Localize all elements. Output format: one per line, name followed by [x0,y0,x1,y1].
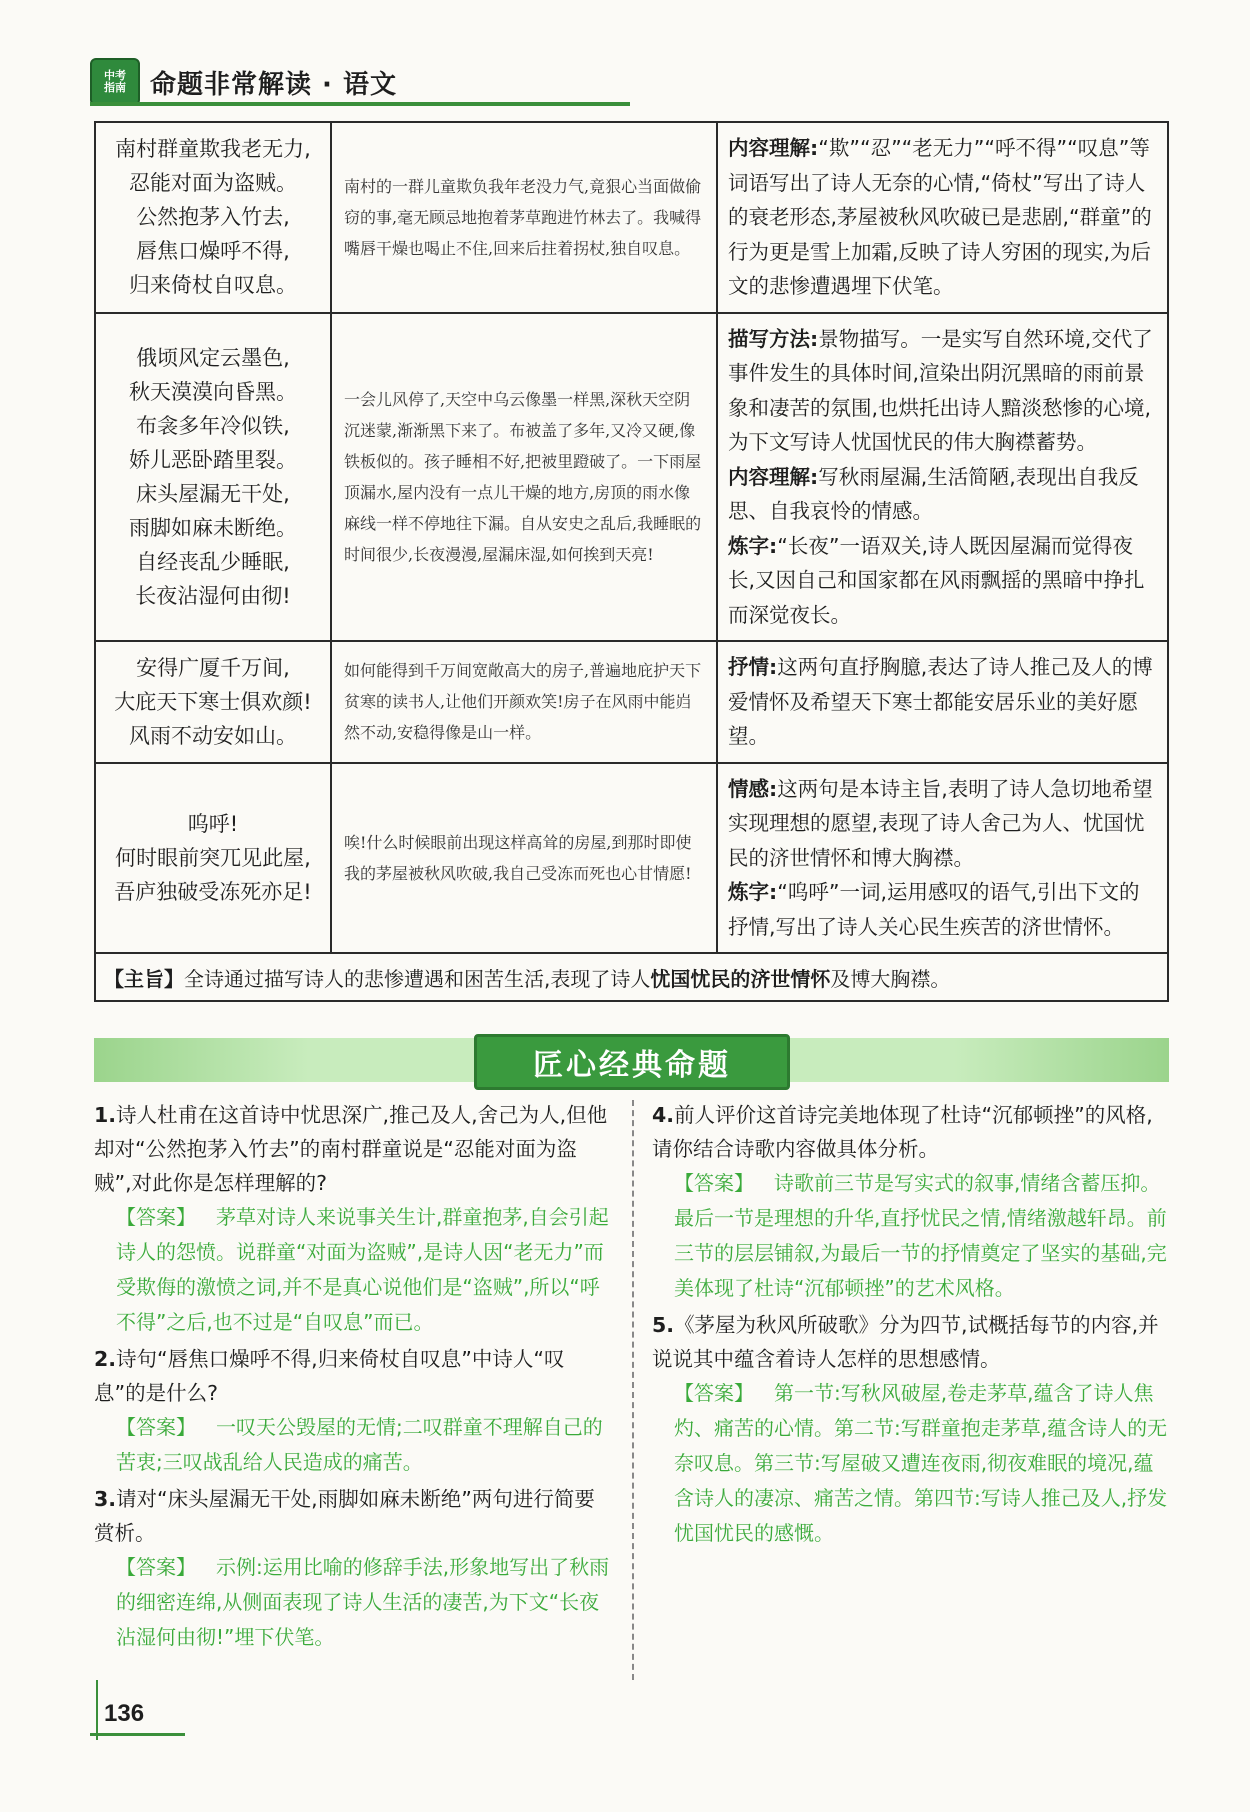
question-number: 3. [94,1487,117,1511]
theme-row [95,953,1168,1001]
poem-line: 俄顷风定云墨色, [136,345,290,370]
answer-text [116,1200,614,1340]
analysis-cell [717,313,1168,642]
question-body: 《茅屋为秋风所破歌》分为四节,试概括每节的内容,并说说其中蕴含着诗人怎样的思想感情。 [652,1313,1159,1371]
original-text-cell [95,313,331,642]
poem-line: 吾庐独破受冻死亦足! [114,879,312,904]
analysis-text: “长夜”一语双关,诗人既因屋漏而觉得夜长,又因自己和国家都在风雨飘摇的黑暗中挣扎而深觉夜长。 [728,533,1145,627]
question-text [652,1308,1172,1376]
poem-line: 长夜沾湿何由彻! [135,583,291,608]
analysis-entry [728,131,1157,304]
answer-tag: 【答案】 [116,1555,196,1579]
poem-line: 忍能对面为盗贼。 [129,171,297,196]
original-text-cell [95,641,331,763]
analysis-label: 抒情: [728,655,778,679]
translation-cell: 如何能得到千万间宽敞高大的房子,普遍地庇护天下贫寒的读书人,让他们开颜欢笑!房子在风雨中能岿然不动,安稳得像是山一样。 [331,641,717,763]
answer-body: 示例:运用比喻的修辞手法,形象地写出了秋雨的细密连绵,从侧面表现了诗人生活的凄苦,为下文“长夜沾湿何由彻!”埋下伏笔。 [116,1555,610,1649]
poem-line: 何时眼前突兀见此屋, [115,845,311,870]
theme-cell [95,953,1168,1001]
answer-text [674,1376,1172,1551]
theme-text-a: 全诗通过描写诗人的悲惨遭遇和困苦生活,表现了诗人 [184,966,651,991]
analysis-label: 炼字: [728,880,778,904]
question-text [94,1098,614,1200]
answer-body: 诗歌前三节是写实式的叙事,情绪含蓄压抑。最后一节是理想的升华,直抒忧民之情,情绪激越轩昂。前三节的层层铺叙,为最后一节的抒情奠定了坚实的基础,完美体现了杜诗“沉郁顿挫”的艺术风格。 [674,1171,1167,1300]
answer-text [116,1410,614,1480]
question-body: 诗句“唇焦口燥呼不得,归来倚杖自叹息”中诗人“叹息”的是什么? [94,1347,565,1405]
question-item [94,1098,614,1340]
analysis-text: “呜呼”一词,运用感叹的语气,引出下文的抒情,写出了诗人关心民生疾苦的济世情怀。 [728,880,1140,939]
poem-line: 娇儿恶卧踏里裂。 [129,447,297,472]
translation-cell: 南村的一群儿童欺负我年老没力气,竟狠心当面做偷窃的事,毫无顾忌地抱着茅草跑进竹林去了。我喊得嘴唇干燥也喝止不住,回来后拄着拐杖,独自叹息。 [331,122,717,313]
answer-body: 一叹天公毁屋的无情;二叹群童不理解自己的苦衷;三叹战乱给人民造成的痛苦。 [116,1415,603,1474]
book-logo [90,58,140,106]
translation-cell: 唉!什么时候眼前出现这样高耸的房屋,到那时即使我的茅屋被秋风吹破,我自己受冻而死也心甘情愿! [331,763,717,954]
poem-line: 雨脚如麻未断绝。 [129,515,297,540]
poem-line: 自经丧乱少睡眠, [136,549,290,574]
analysis-text: 景物描写。一是实写自然环境,交代了事件发生的具体时间,渲染出阴沉黑暗的雨前景象和凄苦的氛围,也烘托出诗人黯淡愁惨的心境,为下文写诗人忧国忧民的伟大胸襟蓄势。 [728,326,1153,454]
answer-tag: 【答案】 [674,1381,754,1405]
page-header [90,58,630,106]
analysis-label: 内容理解: [728,136,819,160]
analysis-text: 这两句直抒胸臆,表达了诗人推己及人的博爱情怀及希望天下寒士都能安居乐业的美好愿望。 [728,655,1153,748]
analysis-label: 描写方法: [728,326,819,351]
poem-line: 公然抱茅入竹去, [136,205,290,230]
poem-row [95,313,1168,642]
answer-body: 第一节:写秋风破屋,卷走茅草,蕴含了诗人焦灼、痛苦的心情。第二节:写群童抱走茅草,蕴含诗人的无奈叹息。第三节:写屋破又遭连夜雨,彻夜难眠的境况,蕴含诗人的凄凉、痛苦之情。第四节:写诗人推己及人,抒发忧国忧民的感慨。 [674,1381,1168,1545]
page-number: 136 [104,1700,145,1727]
question-number: 4. [652,1103,675,1127]
question-text [94,1482,614,1550]
question-body: 请对“床头屋漏无干处,雨脚如麻未断绝”两句进行简要赏析。 [94,1487,595,1545]
header-divider [90,102,630,106]
analysis-text: 写秋雨屋漏,生活简陋,表现出自我反思、自我哀怜的情感。 [728,464,1139,523]
banner-title-box [474,1034,790,1090]
question-body: 前人评价这首诗完美地体现了杜诗“沉郁顿挫”的风格,请你结合诗歌内容做具体分析。 [652,1103,1153,1161]
questions-right-column [652,1098,1172,1553]
poem-line: 床头屋漏无干处, [136,481,290,506]
analysis-entry [728,529,1157,633]
logo-text: 中考 指南 [104,69,126,94]
poem-line: 唇焦口燥呼不得, [136,239,290,264]
poem-row [95,122,1168,313]
analysis-entry [728,650,1157,754]
poem-line: 大庇天下寒士俱欢颜! [114,689,312,714]
answer-text [116,1550,614,1655]
poem-line: 布衾多年冷似铁, [136,413,290,438]
analysis-label: 内容理解: [728,464,819,489]
poem-line: 风雨不动安如山。 [129,723,297,748]
analysis-cell [717,641,1168,763]
question-number: 1. [94,1103,117,1127]
answer-tag: 【答案】 [674,1171,754,1195]
answer-tag: 【答案】 [116,1205,196,1229]
question-item [652,1098,1172,1306]
poem-line: 呜呼! [187,811,239,836]
question-number: 2. [94,1347,117,1371]
poem-line: 南村群童欺我老无力, [115,137,311,162]
original-text-cell [95,763,331,954]
analysis-entry [728,460,1157,529]
poem-line: 归来倚杖自叹息。 [129,273,297,298]
analysis-entry [728,322,1157,460]
column-divider [632,1100,634,1680]
questions-left-column [94,1098,614,1657]
poem-line: 秋天漠漠向昏黑。 [129,379,297,404]
theme-label: 【主旨】 [104,966,184,991]
analysis-text: “欺”“忍”“老无力”“呼不得”“叹息”等词语写出了诗人无奈的心情,“倚杖”写出了诗人的衰老形态,茅屋被秋风吹破已是悲剧,“群童”的行为更是雪上加霜,反映了诗人穷困的现实,为后文的悲惨遭遇埋下伏笔。 [728,136,1152,298]
original-text-cell [95,122,331,313]
banner-title: 匠心经典命题 [533,1048,731,1083]
analysis-cell [717,122,1168,313]
theme-text-bold: 忧国忧民的济世情怀 [650,966,831,991]
analysis-entry [728,875,1157,944]
translation-cell: 一会儿风停了,天空中乌云像墨一样黑,深秋天空阴沉迷蒙,渐渐黑下来了。布被盖了多年,又冷又硬,像铁板似的。孩子睡相不好,把被里蹬破了。一下雨屋顶漏水,屋内没有一点儿干燥的地方,房顶的雨水像麻线一样不停地往下漏。自从安史之乱后,我睡眠的时间很少,长夜漫漫,屋漏床湿,如何挨到天亮! [331,313,717,642]
analysis-label: 情感: [728,776,778,801]
poem-row [95,763,1168,954]
page-corner-underline [90,1733,185,1736]
analysis-text: 这两句是本诗主旨,表明了诗人急切地希望实现理想的愿望,表现了诗人舍己为人、忧国忧民的济世情怀和博大胸襟。 [728,776,1153,870]
poem-line: 安得广厦千万间, [136,655,290,680]
section-banner [94,1038,1169,1082]
question-body: 诗人杜甫在这首诗中忧思深广,推己及人,舍己为人,但他却对“公然抱茅入竹去”的南村群童说是“忍能对面为盗贼”,对此你是怎样理解的? [94,1103,608,1195]
poem-row [95,641,1168,763]
question-number: 5. [652,1313,675,1337]
answer-tag: 【答案】 [116,1415,196,1439]
question-item [94,1482,614,1655]
book-title: 命题非常解读 · 语文 [150,70,397,100]
question-text [94,1342,614,1410]
analysis-cell [717,763,1168,954]
answer-text [674,1166,1172,1306]
poem-analysis-table [94,121,1169,1002]
page-corner-line [96,1680,98,1740]
analysis-entry [728,772,1157,876]
analysis-label: 炼字: [728,533,778,558]
question-text [652,1098,1172,1166]
answer-body: 茅草对诗人来说事关生计,群童抱茅,自会引起诗人的怨愤。说群童“对面为盗贼”,是诗人因“老无力”而受欺侮的激愤之词,并不是真心说他们是“盗贼”,所以“呼不得”之后,也不过是“自叹息”而已。 [116,1205,609,1334]
question-item [652,1308,1172,1551]
question-item [94,1342,614,1480]
theme-text-b: 及博大胸襟。 [830,966,951,991]
